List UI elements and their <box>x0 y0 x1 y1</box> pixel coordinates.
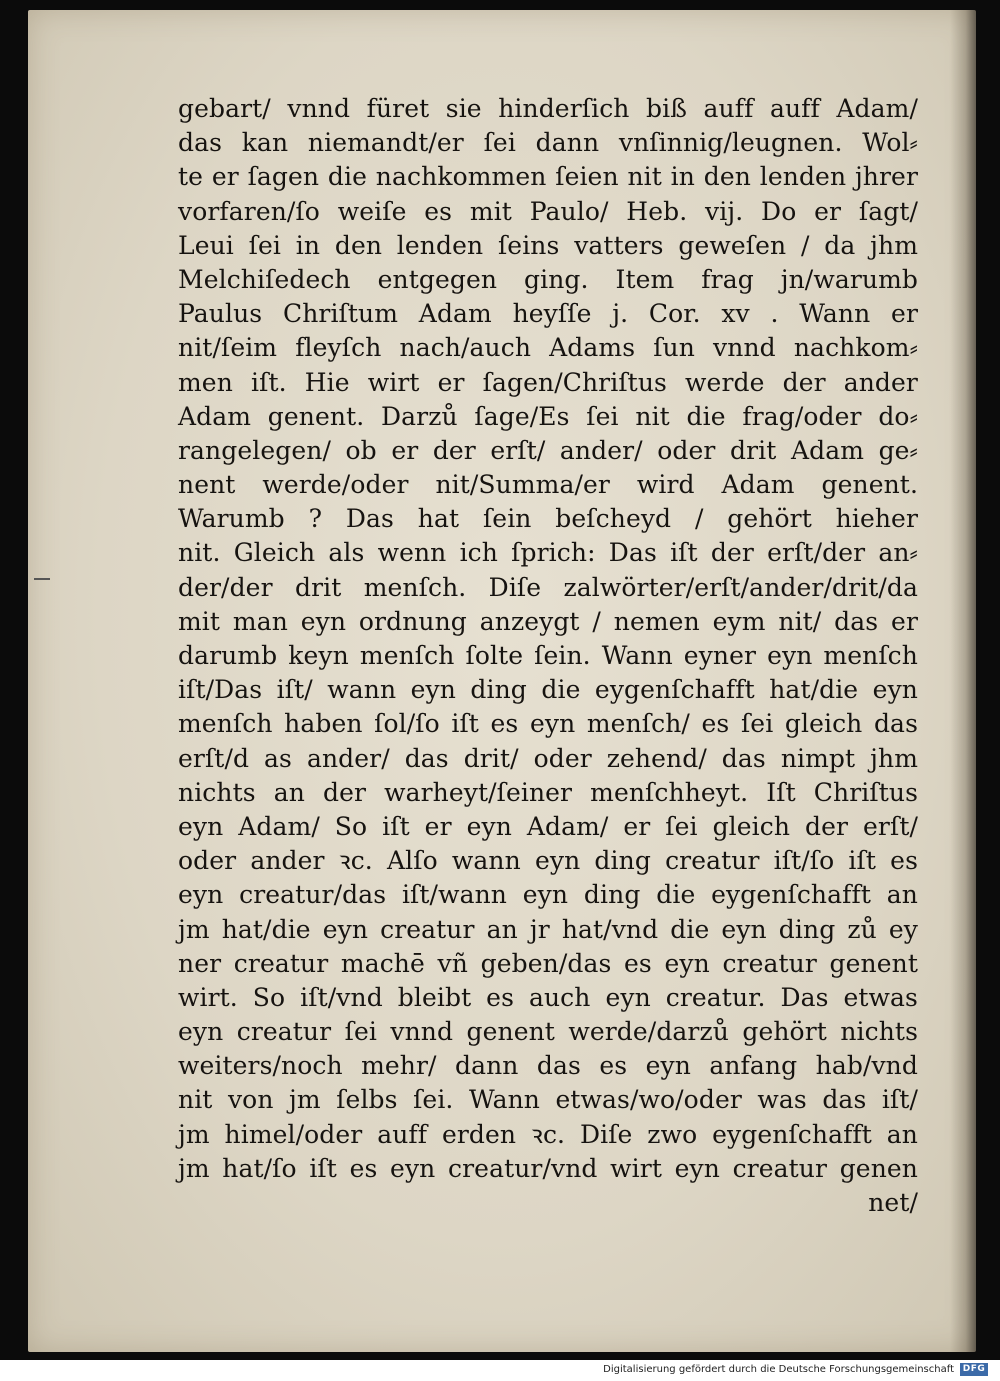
text-line: darumb keyn menſch ſolte ſein. Wann eyner eyn menſch <box>178 641 918 670</box>
text-line: eyn Adam/ So iſt er eyn Adam/ er ſei gleich der erſt/ <box>178 811 918 841</box>
text-line: Melchiſedech entgegen ging. Item frag jn/warumb <box>178 264 918 294</box>
text-line: weiters/noch mehr/ dann das es eyn anfang hab/vnd <box>178 1051 918 1081</box>
dfg-logo: DFG <box>960 1363 988 1376</box>
text-line: oder ander ꝛc. Alſo wann eyn ding creatur iſt/ſo iſt es <box>178 846 918 876</box>
text-line: ner creatur machē vñ geben/das es eyn creatur genent <box>178 948 918 978</box>
text-line: Adam genent. Darzů ſage/Es ſei nit die frag/oder do⸗ <box>178 401 918 431</box>
text-line: mit man eyn ordnung anzeygt / nemen eym nit/ das er <box>178 606 918 636</box>
footer-bar <box>0 1360 1000 1381</box>
text-line: rangelegen/ ob er der erſt/ ander/ oder drit Adam ge⸗ <box>178 435 918 465</box>
text-line: nit. Gleich als wenn ich ſprich: Das iſt der erſt/der an⸗ <box>178 538 918 568</box>
text-line: nit/ſeim fleyſch nach/auch Adams ſun vnnd nachkom⸗ <box>178 333 918 363</box>
text-line: Leui ſei in den lenden ſeins vatters geweſen / da jhm <box>178 230 918 260</box>
text-line: wirt. So iſt/vnd bleibt es auch eyn creatur. Das etwas <box>178 982 918 1012</box>
text-line: net/ <box>868 1188 918 1217</box>
page-binding-shadow <box>950 10 976 1352</box>
text-line: men iſt. Hie wirt er ſagen/Chriſtus werde der ander <box>178 367 918 397</box>
text-line: gebart/ vnnd füret sie hinderſich biß auff auff Adam/ <box>178 94 918 123</box>
text-line: nichts an der warheyt/ſeiner menſchheyt. Iſt Chriſtus <box>178 777 918 807</box>
text-line: Paulus Chriſtum Adam heyſſe j. Cor. xv . Wann er <box>178 299 918 329</box>
text-line: eyn creatur/das iſt/wann eyn ding die eygenſchafft an <box>178 880 918 910</box>
margin-mark <box>34 578 50 580</box>
text-line: te er ſagen die nachkommen ſeien nit in den lenden jhrer <box>178 162 918 192</box>
text-line: der/der drit menſch. Diſe zalwörter/erſt/ander/drit/da <box>178 572 918 602</box>
text-line: erſt/d as ander/ das drit/ oder zehend/ das nimpt jhm <box>178 743 918 773</box>
text-line: Warumb ? Das hat ſein beſcheyd / gehört hieher <box>178 504 918 534</box>
text-line: nent werde/oder nit/Summa/er wird Adam genent. <box>178 470 918 500</box>
text-line: jm hat/die eyn creatur an jr hat/vnd die eyn ding zů ey <box>178 914 918 944</box>
text-line: das kan niemandt/er ſei dann vnſinnig/leugnen. Wol⸗ <box>178 128 918 158</box>
text-line: nit von jm ſelbs ſei. Wann etwas/wo/oder was das iſt/ <box>178 1085 918 1115</box>
digitization-credit: Digitalisierung gefördert durch die Deutsche Forschungsgemeinschaft <box>603 1364 954 1375</box>
text-line: jm himel/oder auff erden ꝛc. Diſe zwo eygenſchafft an <box>178 1119 918 1149</box>
page-text-block <box>178 92 918 1220</box>
text-line: menſch haben ſol/ſo iſt es eyn menſch/ es ſei gleich das <box>178 709 918 739</box>
text-line: eyn creatur ſei vnnd genent werde/darzů gehört nichts <box>178 1017 918 1047</box>
text-line: iſt/Das iſt/ wann eyn ding die eygenſchafft hat/die eyn <box>178 675 918 705</box>
text-line: jm hat/ſo iſt es eyn creatur/vnd wirt eyn creatur genen <box>178 1153 918 1183</box>
text-line: vorfaren/ſo weiſe es mit Paulo/ Heb. vij. Do er ſagt/ <box>178 196 918 226</box>
